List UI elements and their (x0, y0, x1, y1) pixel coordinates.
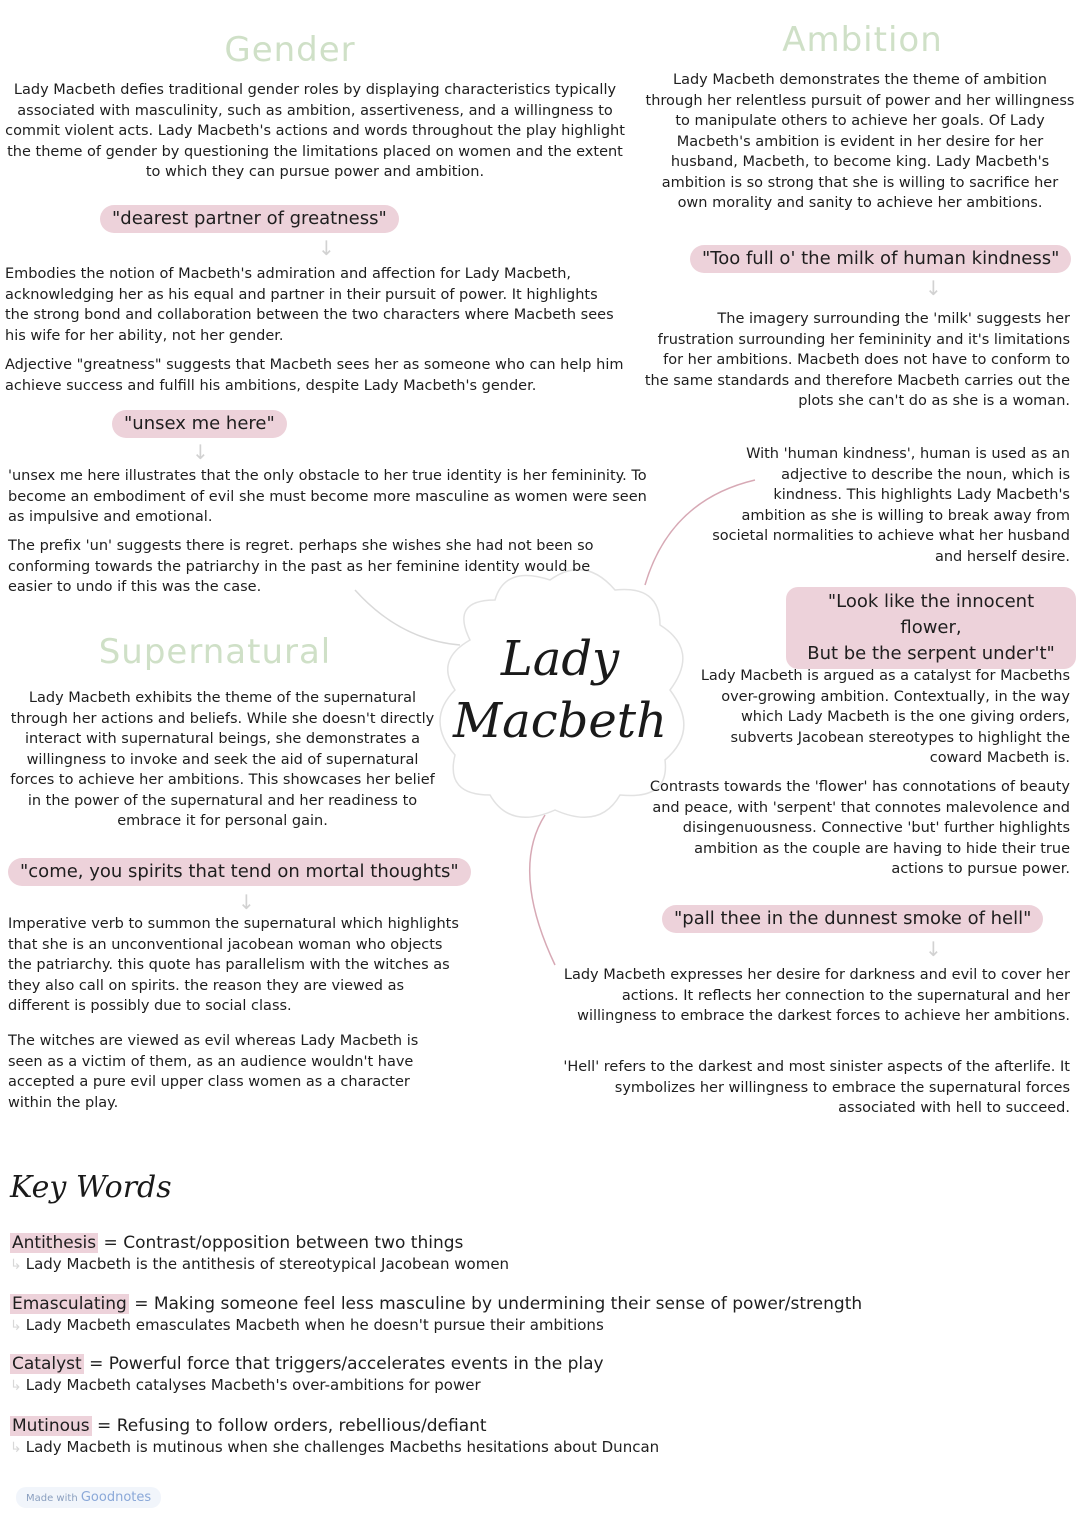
key-words-heading: Key Words (10, 1170, 172, 1205)
supernatural-analysis-1a: Imperative verb to summon the supernatural which highlights that she is an unconventional jacobean woman who objects the patriarchy. this quote has parallelism with the witches as they also call on spirits. the reason they are viewed as different is possibly due to social class. (8, 916, 459, 1014)
supernatural-analysis-2a: Lady Macbeth expresses her desire for darkness and evil to cover her actions. It reflects her connection to the supernatural and her willingness to embrace the darkest forces to achieve her ambitions. (563, 967, 1070, 1024)
supernatural-analysis-1b: The witches are viewed as evil whereas Lady Macbeth is seen as a victim of them, as an audience wouldn't have accepted a pure evil upper class women as a character within the play. (8, 1033, 419, 1111)
gender-quote-1: "dearest partner of greatness" (100, 205, 399, 233)
supernatural-analysis-2b: 'Hell' refers to the darkest and most sinister aspects of the afterlife. It symbolizes her willingness to embrace the supernatural forces associated with hell to succeed. (563, 1059, 1070, 1116)
made-with-label: Made with (26, 1493, 78, 1504)
gender-analysis-1b: Adjective "greatness" suggests that Macbeth sees her as someone who can help him achieve success and fulfill his ambitions, despite Lady Macbeth's gender. (5, 357, 624, 394)
center-title (450, 628, 670, 752)
ambition-analysis-1a: The imagery surrounding the 'milk' suggests her frustration surrounding her femininity and it's limitations for her ambitions. Macbeth does not have to conform to the same standards and therefore Macbeth carries out the plots she can't do as she is a woman. (644, 311, 1070, 409)
keyword-term: Mutinous (12, 1416, 90, 1436)
gender-analysis-2a: 'unsex me here illustrates that the only obstacle to her true identity is her femininity. To become an embodiment of evil she must become more masculine as women were seen as impulsive and emotional. (8, 468, 647, 525)
keyword-item (10, 1293, 862, 1336)
keyword-item (10, 1232, 509, 1275)
ambition-analysis-1b: With 'human kindness', human is used as an adjective to describe the noun, which is kindness. This highlights Lady Macbeth's ambition as she is willing to break away from societal normalities to achieve what her husband and herself desire. (712, 446, 1070, 565)
connector-supernatural (530, 815, 555, 965)
keyword-example: Lady Macbeth is mutinous when she challenges Macbeths hesitations about Duncan (25, 1438, 660, 1456)
keyword-example: Lady Macbeth emasculates Macbeth when he doesn't pursue their ambitions (25, 1316, 604, 1334)
supernatural-quote-2: "pall thee in the dunnest smoke of hell" (662, 905, 1043, 933)
ambition-quote-2-line-1: "Look like the innocent flower, (827, 591, 1035, 638)
arrow-down-icon: ↓ (238, 890, 255, 914)
keyword-definition: = Refusing to follow orders, rebellious/defiant (91, 1416, 487, 1436)
ambition-heading: Ambition (782, 20, 943, 60)
center-title-line-1: Lady (500, 631, 620, 687)
ambition-quote-2-line-2: But be the serpent under't" (807, 643, 1055, 664)
ambition-quote-2 (786, 587, 1076, 669)
ambition-quote-1: "Too full o' the milk of human kindness" (690, 245, 1071, 273)
gender-heading: Gender (224, 30, 356, 70)
keyword-term: Catalyst (12, 1354, 82, 1374)
keyword-definition: = Contrast/opposition between two things (98, 1233, 464, 1253)
goodnotes-badge[interactable] (16, 1487, 161, 1508)
branch-arrow-icon: ↳ (10, 1378, 22, 1394)
branch-arrow-icon: ↳ (10, 1318, 22, 1334)
arrow-down-icon: ↓ (925, 937, 942, 961)
keyword-definition: = Making someone feel less masculine by undermining their sense of power/strength (128, 1294, 863, 1314)
goodnotes-brand: Goodnotes (80, 1490, 152, 1505)
ambition-analysis-2a: Lady Macbeth is argued as a catalyst for Macbeths over-growing ambition. Contextually, in the way which Lady Macbeth is the one giving orders, subverts Jacobean stereotypes to highlight the coward Macbeth is. (700, 668, 1070, 766)
supernatural-intro: Lady Macbeth exhibits the theme of the supernatural through her actions and beliefs. While she doesn't directly interact with supernatural beings, she demonstrates a willingness to invoke and seek the aid of supernatural forces to achieve her ambitions. This showcases her belief in the power of the supernatural and her readiness to embrace it for personal gain. (10, 690, 435, 829)
center-title-line-2: Macbeth (453, 693, 667, 749)
supernatural-quote-1: "come, you spirits that tend on mortal thoughts" (8, 858, 471, 886)
keyword-term: Antithesis (12, 1233, 97, 1253)
arrow-down-icon: ↓ (192, 440, 209, 464)
keyword-item (10, 1353, 604, 1396)
keyword-definition: = Powerful force that triggers/accelerates events in the play (83, 1354, 604, 1374)
arrow-down-icon: ↓ (318, 236, 335, 260)
gender-analysis-1a: Embodies the notion of Macbeth's admiration and affection for Lady Macbeth, acknowledging her as his equal and partner in their pursuit of power. It highlights the strong bond and collaboration between the two characters where Macbeth sees his wife for her ability, not her gender. (5, 266, 614, 344)
keyword-example: Lady Macbeth catalyses Macbeth's over-ambitions for power (25, 1376, 481, 1394)
branch-arrow-icon: ↳ (10, 1257, 22, 1273)
keyword-term: Emasculating (12, 1294, 127, 1314)
ambition-intro: Lady Macbeth demonstrates the theme of ambition through her relentless pursuit of power and her willingness to manipulate others to achieve her goals. Of Lady Macbeth's ambition is evident in her desire for her husband, Macbeth, to become king. Lady Macbeth's ambition is so strong that she is willing to sacrifice her own morality and sanity to achieve her ambitions. (645, 72, 1075, 211)
keyword-example: Lady Macbeth is the antithesis of stereotypical Jacobean women (25, 1255, 510, 1273)
supernatural-heading: Supernatural (98, 632, 332, 672)
keyword-item (10, 1415, 659, 1458)
ambition-analysis-2b: Contrasts towards the 'flower' has connotations of beauty and peace, with 'serpent' that connotes malevolence and disingenuousness. Connective 'but' further highlights ambition as the couple are having to hide their true actions to pursue power. (649, 779, 1070, 877)
gender-analysis-2b: The prefix 'un' suggests there is regret. perhaps she wishes she had not been so conforming towards the patriarchy in the past as her feminine identity would be easier to undo if this was the case. (8, 538, 594, 595)
gender-intro: Lady Macbeth defies traditional gender roles by displaying characteristics typically associated with masculinity, such as ambition, assertiveness, and a willingness to commit violent acts. Lady Macbeth's actions and words throughout the play highlight the theme of gender by questioning the limitations placed on women and the extent to which they can pursue power and ambition. (5, 82, 625, 180)
arrow-down-icon: ↓ (925, 276, 942, 300)
gender-quote-2: "unsex me here" (112, 410, 287, 438)
branch-arrow-icon: ↳ (10, 1440, 22, 1456)
